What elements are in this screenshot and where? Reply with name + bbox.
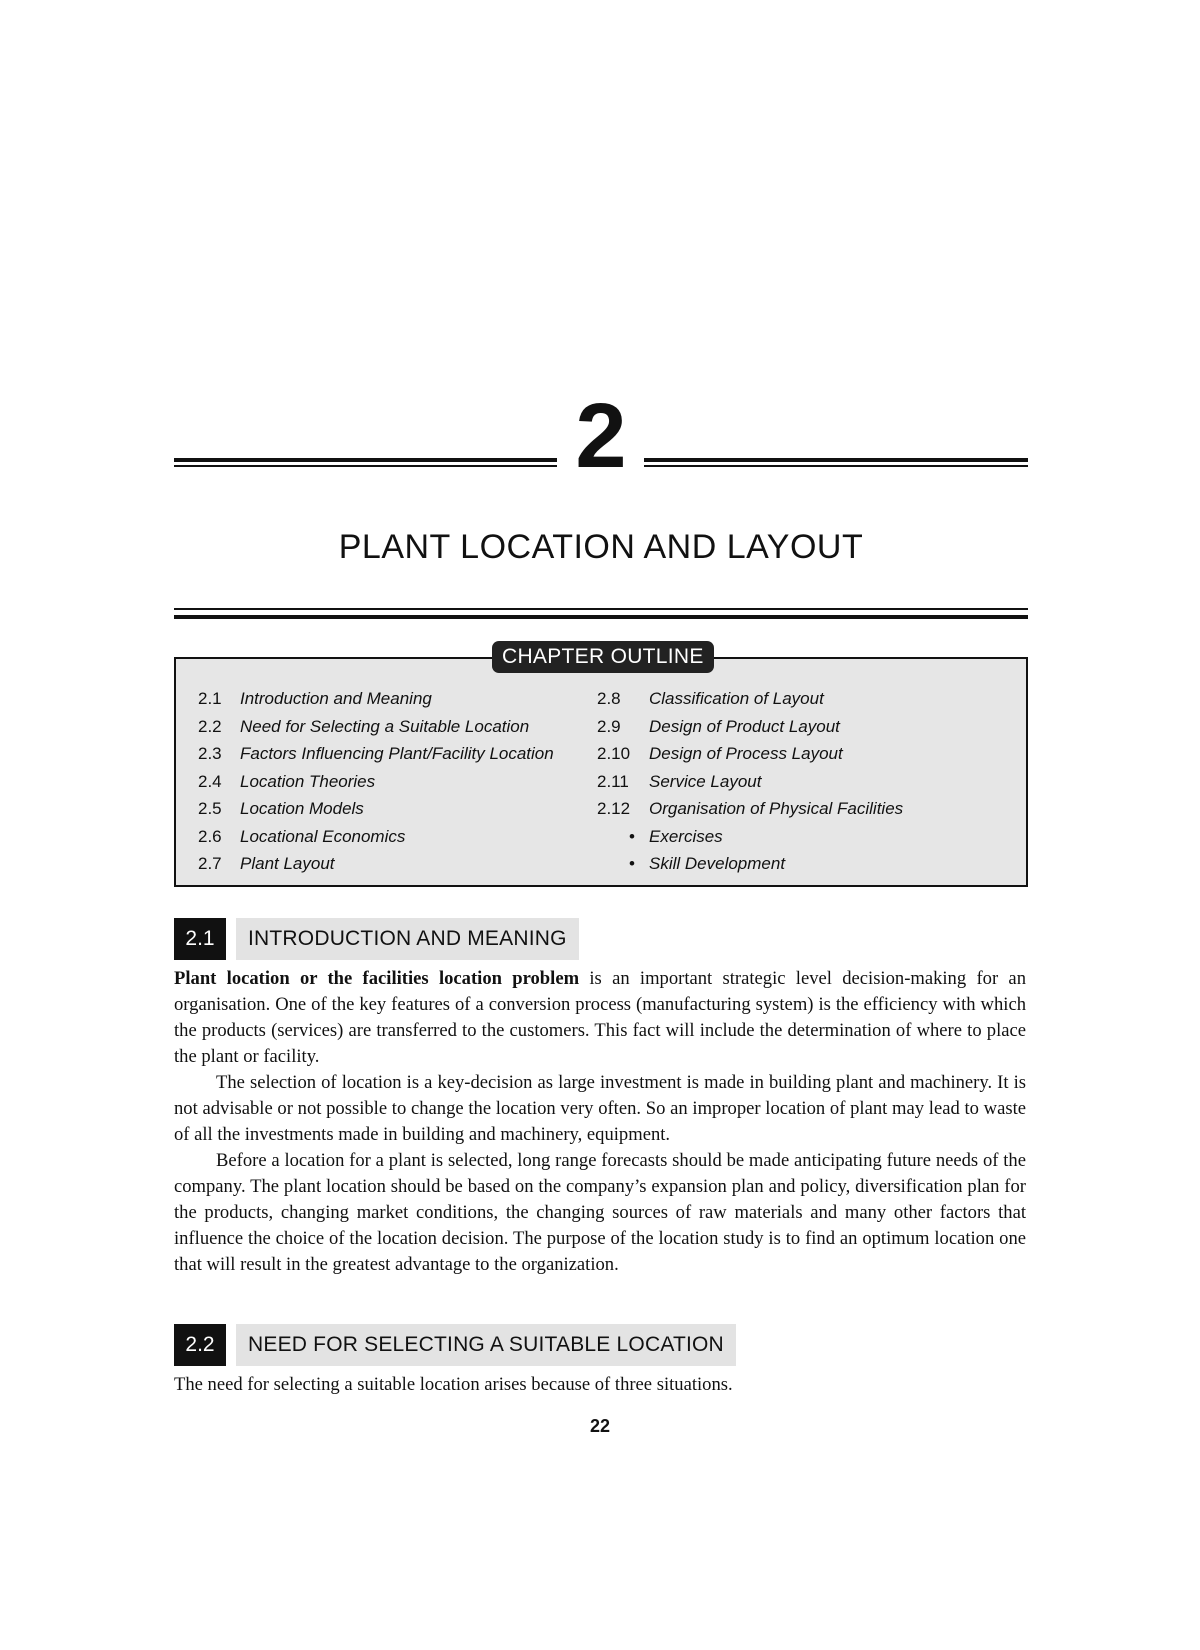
outline-item: 2.1 Introduction and Meaning: [198, 689, 432, 708]
outline-item: • Exercises: [597, 823, 903, 851]
outline-item: 2.10 Design of Process Layout: [597, 744, 843, 763]
outline-item: • Skill Development: [597, 850, 903, 878]
chapter-number-row: [174, 385, 1028, 487]
chapter-number: 2: [575, 385, 627, 487]
paragraph: The selection of location is a key-decision as large investment is made in building plant and machinery. It is not advisable or not possible to change the location very often. So an improper location of plant may lead to waste of all the investments made in building and machinery, equipment.: [174, 1072, 1026, 1145]
section-title: INTRODUCTION AND MEANING: [236, 918, 579, 960]
section-body: [174, 966, 1026, 1278]
outline-item: 2.9 Design of Product Layout: [597, 716, 840, 736]
outline-item: 2.12 Organisation of Physical Facilities: [597, 799, 904, 818]
outline-item: 2.11 Service Layout: [597, 771, 762, 791]
page-number: 22: [589, 1416, 611, 1436]
paragraph: Plant location or the facilities location problem is an important strategic level decision-making for an organisation. One of the key features of a conversion process (manufacturing system) is the efficiency with which the products (services) are transferred to the customers. This fact will include the determination of where to place the plant or facility.: [174, 968, 1026, 1067]
section-title: NEED FOR SELECTING A SUITABLE LOCATION: [236, 1324, 736, 1366]
outline-item: 2.4 Location Theories: [198, 771, 376, 791]
section-number: 2.1: [174, 918, 226, 960]
outline-item: 2.8 Classification of Layout: [597, 689, 824, 708]
outline-item: 2.6 Locational Economics: [198, 826, 406, 846]
chapter-rule-left: [174, 458, 557, 462]
chapter-rule-right: [644, 458, 1028, 462]
paragraph: Before a location for a plant is selected, long range forecasts should be made anticipating future needs of the company. The plant location should be based on the company’s expansion plan and policy, diversification plan for the products, changing market conditions, the changing sources of raw materials and many other factors that influence the choice of the location decision. The purpose of the location study is to find an optimum location one that will result in the greatest advantage to the organization.: [174, 1150, 1026, 1275]
outline-item: 2.2 Need for Selecting a Suitable Location: [198, 716, 530, 736]
section-body: [174, 1372, 1026, 1398]
outline-item: 2.7 Plant Layout: [198, 854, 335, 873]
outline-item: 2.3 Factors Influencing Plant/Facility Location: [198, 744, 554, 763]
chapter-title: PLANT LOCATION AND LAYOUT: [338, 528, 864, 566]
section-number: 2.2: [174, 1324, 226, 1366]
bullet-icon: •: [629, 854, 635, 873]
bullet-icon: •: [629, 826, 635, 846]
chapter-outline-label: CHAPTER OUTLINE: [492, 641, 714, 673]
paragraph: The need for selecting a suitable location arises because of three situations.: [174, 1374, 733, 1395]
outline-left-column: [198, 685, 554, 878]
outline-item: 2.5 Location Models: [198, 799, 364, 818]
title-divider: [174, 608, 1028, 619]
outline-right-column: [597, 685, 903, 878]
